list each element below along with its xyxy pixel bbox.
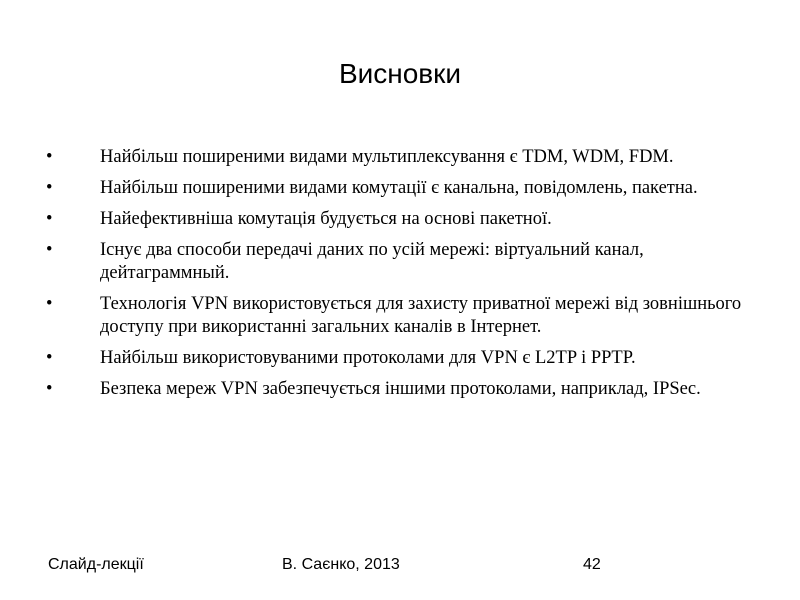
list-item: [44, 347, 760, 370]
list-item: [44, 378, 760, 401]
bullet-text: Найбільш поширеними видами комутації є канальна, повідомлень, пакетна.: [100, 178, 698, 198]
bullet-text: Існує два способи передачі даних по усій мережі: віртуальний канал, дейтаграммный.: [100, 240, 644, 283]
bullet-icon: •: [46, 178, 53, 198]
list-item: [44, 239, 760, 285]
bullet-text: Найефективніша комутація будується на основі пакетної.: [100, 209, 552, 229]
list-item: [44, 177, 760, 200]
bullet-text: Найбільш використовуваними протоколами для VPN є L2TP і PPTP.: [100, 348, 636, 368]
footer-course-label: Слайд-лекції: [48, 556, 144, 573]
bullet-text: Найбільш поширеними видами мультиплексування є TDM, WDM, FDM.: [100, 147, 674, 167]
bullet-icon: •: [46, 379, 53, 399]
bullet-icon: •: [46, 294, 53, 314]
bullet-text: Технологія VPN використовується для захисту приватної мережі від зовнішнього доступу при використанні загальних каналів в Інтернет.: [100, 294, 742, 337]
list-item: [44, 208, 760, 231]
bullet-icon: •: [46, 240, 53, 260]
bullet-icon: •: [46, 348, 53, 368]
bullet-icon: •: [46, 209, 53, 229]
slide-title: Висновки: [338, 58, 462, 89]
bullet-list: [44, 146, 760, 409]
list-item: [44, 146, 760, 169]
footer-page-number: 42: [583, 556, 601, 573]
list-item: [44, 293, 760, 339]
bullet-icon: •: [46, 147, 53, 167]
bullet-text: Безпека мереж VPN забезпечується іншими протоколами, наприклад, IPSec.: [100, 379, 701, 399]
footer-author: В. Саєнко, 2013: [282, 556, 400, 573]
